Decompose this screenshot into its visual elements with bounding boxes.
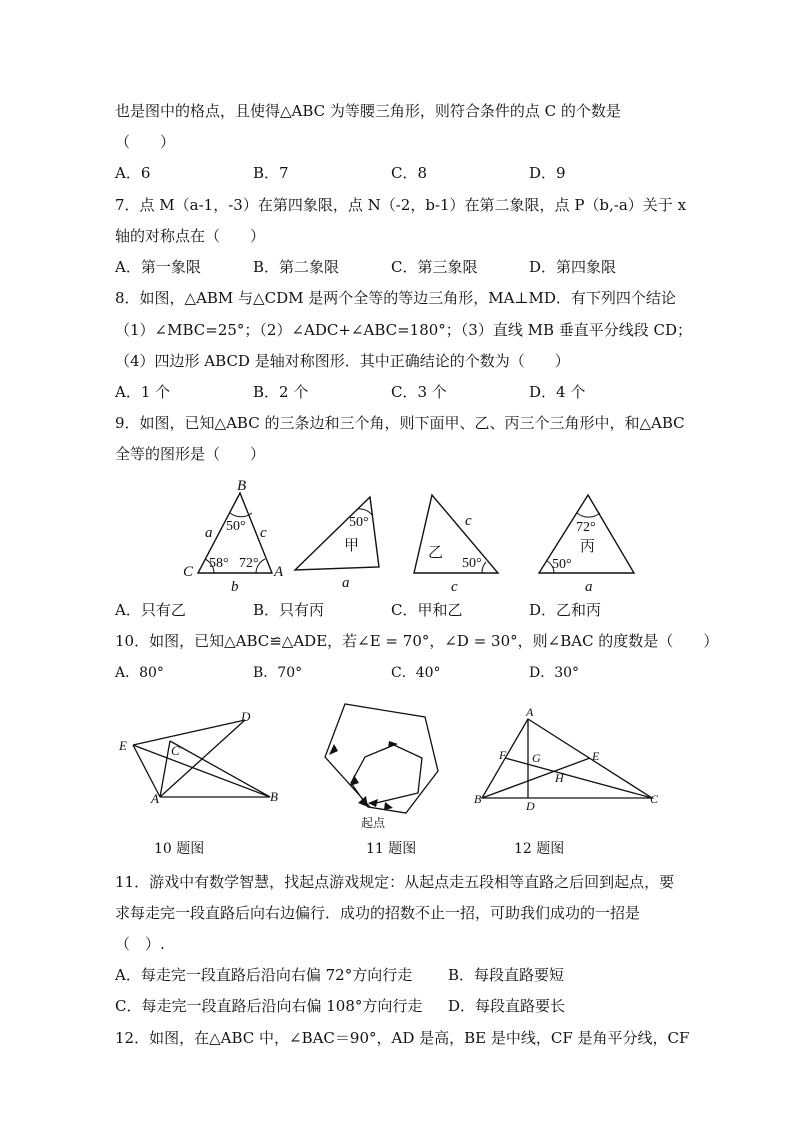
label-a-vertex: A [274,564,284,580]
q8-text-line-2: （1）∠MBC=25°；（2）∠ADC+∠ABC=180°；（3）直线 MB 垂直平分线段 CD； [115,321,693,339]
fig12-label-g: G [532,751,541,765]
fig12-label-d: D [526,799,535,813]
figures-10-11-12 [0,695,794,835]
q6-paren: （ ） [115,133,176,151]
q8-option-a: A．1 个 [115,383,171,401]
fig12-label-c: C [650,792,659,806]
q11-option-d: D．每段直路要长 [448,997,566,1015]
fig10-label-b: B [270,789,278,804]
q10-option-a: A．80° [115,665,164,681]
angle-a-value: 72° [239,556,259,571]
fig12-label-e: E [592,749,600,763]
q6-option-b: B．7 [253,164,289,182]
q12-text-line: 12．如图，在△ABC 中，∠BAC＝90°，AD 是高，BE 是中线，CF 是角平分线，CF [115,1029,690,1047]
q9-option-d: D．乙和丙 [529,601,602,619]
yi-side-label: c [465,513,472,529]
q11-figure [325,704,438,830]
fig10-label-a: A [151,791,159,806]
label-side-b: b [231,579,239,595]
yi-side-label-bottom: c [451,579,458,595]
yi-angle-value: 50° [462,556,482,571]
q12-figure [474,705,659,813]
q8-option-b: B．2 个 [253,383,309,401]
q8-text-line-1: 8．如图，△ABM 与△CDM 是两个全等的等边三角形，MA⊥MD．有下列四个结论 [115,289,676,307]
q6-option-a: A．6 [115,164,151,182]
label-b-vertex: B [237,478,247,494]
yi-name: 乙 [428,545,444,561]
q7-option-c: C．第三象限 [391,258,478,276]
q9-text-line-1: 9．如图，已知△ABC 的三条边和三个角，则下面甲、乙、丙三个三角形中，和△ABC [115,414,685,432]
q10-option-b: B．70° [253,665,303,681]
q7-text-line-1: 7．点 M（a-1，-3）在第四象限，点 N（-2，b-1）在第二象限，点 P（b,-a）关于 x [115,196,687,214]
q11-text-line-2: 求每走完一段直路后向右边偏行．成功的招数不止一招，可助我们成功的一招是 [115,904,641,922]
bing-side-label: a [585,579,593,595]
fig12-label-f: F [499,748,507,762]
bing-angle2-value: 50° [552,557,572,572]
fig10-label-e: E [119,738,127,753]
q7-option-b: B．第二象限 [253,258,340,276]
q6-text-line: 也是图中的格点，且使得△ABC 为等腰三角形，则符合条件的点 C 的个数是 [115,102,621,120]
q9-option-c: C．甲和乙 [391,601,463,619]
q9-option-b: B．只有丙 [253,601,325,619]
q11-text-line-3: （ ）. [115,935,165,953]
fig10-label-c: C [171,743,180,758]
q7-option-a: A．第一象限 [115,258,201,276]
jia-angle-value: 50° [349,515,369,530]
q10-option-c: C．40° [391,665,441,681]
q8-option-d: D．4 个 [529,383,586,401]
fig11-start-label: 起点 [361,816,386,830]
q8-text-line-3: （4）四边形 ABCD 是轴对称图形．其中正确结论的个数为（ ） [115,352,570,370]
q10-figure [118,709,278,806]
label-c-vertex: C [183,564,194,580]
fig12-label-a: A [526,705,534,719]
q11-text-line-1: 11．游戏中有数学智慧，找起点游戏规定：从起点走五段相等直路之后回到起点，要 [115,873,675,891]
caption-fig11: 11 题图 [366,841,417,857]
q11-option-a: A．每走完一段直路后沿向右偏 72°方向行走 [115,966,413,984]
angle-b-value: 50° [226,519,246,534]
label-side-a: a [205,525,213,541]
q9-text-line-2: 全等的图形是（ ） [115,445,266,463]
angle-c-value: 58° [209,556,229,571]
jia-name: 甲 [344,538,360,554]
q9-option-a: A．只有乙 [115,601,186,619]
triangle-jia [295,497,379,570]
fig10-label-d: D [241,709,251,724]
bing-angle1-value: 72° [576,520,596,535]
q7-text-line-2: 轴的对称点在（ ） [115,227,266,245]
bing-name: 丙 [580,539,596,555]
fig12-label-h: H [555,771,564,785]
caption-fig12: 12 题图 [514,841,565,857]
q11-option-c: C．每走完一段直路后沿向右偏 108°方向行走 [115,997,423,1015]
q7-option-d: D．第四象限 [529,258,617,276]
q11-option-b: B．每段直路要短 [448,966,565,984]
caption-fig10: 10 题图 [154,841,205,857]
label-side-c: c [260,525,267,541]
q6-option-c: C．8 [391,164,428,182]
jia-side-label: a [342,575,350,591]
q10-text-line: 10．如图，已知△ABC≌△ADE，若∠E = 70°，∠D = 30°，则∠BAC 的度数是（ ） [115,632,719,650]
q10-option-d: D．30° [529,665,580,681]
triangle-yi [414,495,498,573]
q8-option-c: C．3 个 [391,383,447,401]
q9-figure [0,475,794,595]
fig12-label-b: B [474,792,482,806]
q6-option-d: D．9 [529,164,566,182]
